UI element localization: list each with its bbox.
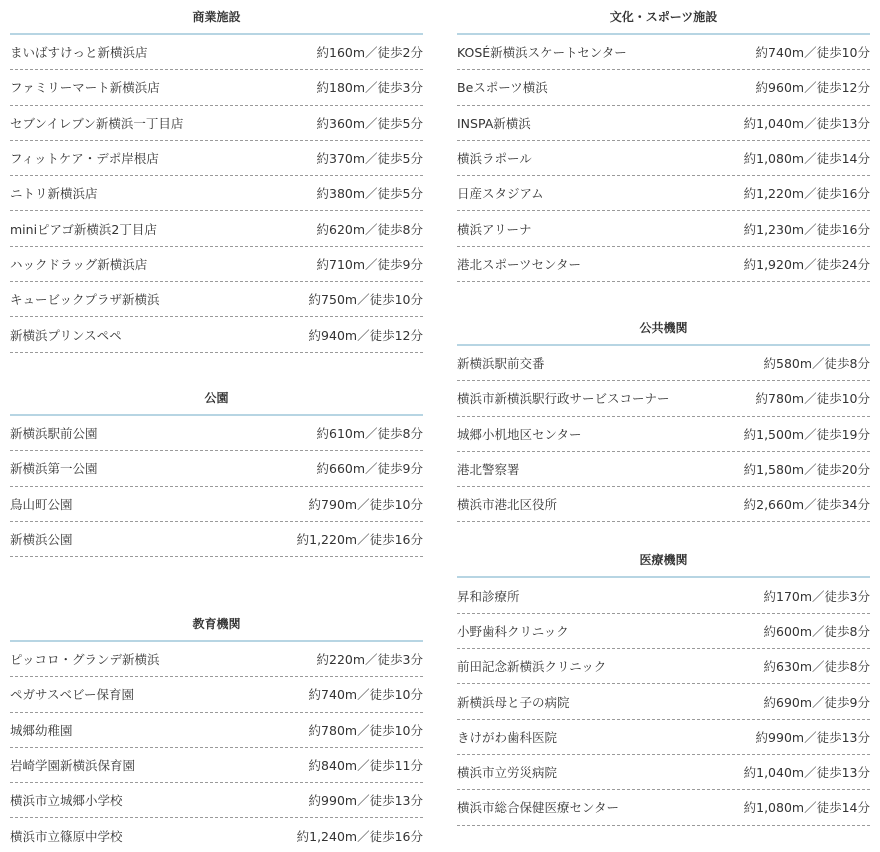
facility-distance: 約690m／徒歩9分: [763, 694, 870, 710]
facility-row: [10, 141, 423, 176]
facility-row: [457, 790, 870, 825]
facility-distance: 約160m／徒歩2分: [316, 45, 423, 61]
facility-name: 横浜アリーナ: [457, 221, 532, 237]
right-column: [457, 0, 870, 826]
section-education: [10, 607, 423, 852]
facility-name: 岩崎学園新横浜保育園: [10, 758, 136, 774]
facility-distance: 約940m／徒歩12分: [308, 327, 423, 343]
facility-distance: 約1,080m／徒歩14分: [743, 800, 870, 816]
facility-distance: 約780m／徒歩10分: [308, 722, 423, 738]
facility-row: [10, 677, 423, 712]
facility-distance: 約580m／徒歩8分: [763, 356, 870, 372]
facility-name: キュービックプラザ新横浜: [10, 292, 160, 308]
facility-row: [10, 282, 423, 317]
facility-distance: 約630m／徒歩8分: [763, 659, 870, 675]
facility-row: [10, 713, 423, 748]
facility-distance: 約1,040m／徒歩13分: [743, 115, 870, 131]
facility-name: 城郷幼稚園: [10, 722, 73, 738]
facility-row: [457, 35, 870, 70]
facility-distance: 約990m／徒歩13分: [755, 729, 870, 745]
facility-distance: 約1,920m／徒歩24分: [743, 256, 870, 272]
facility-name: 日産スタジアム: [457, 186, 544, 202]
facility-name: ペガサスベビー保育園: [10, 687, 135, 703]
section-culture: [457, 0, 870, 290]
facility-distance: 約1,080m／徒歩14分: [743, 151, 870, 167]
facility-distance: 約740m／徒歩10分: [755, 45, 870, 61]
facility-distance: 約220m／徒歩3分: [316, 652, 423, 668]
facility-name: 横浜市立労災病院: [457, 765, 558, 781]
facility-name: KOSÉ新横浜スケートセンター: [457, 45, 627, 61]
facility-name: 新横浜公園: [10, 532, 73, 548]
section-medical: [457, 543, 870, 825]
facility-row: [10, 35, 423, 70]
facility-row: [457, 141, 870, 176]
facility-row: [457, 70, 870, 105]
facility-name: 新横浜駅前交番: [457, 356, 545, 372]
facility-row: [457, 417, 870, 452]
section-title: 教育機関: [10, 607, 423, 642]
facility-distance: 約840m／徒歩11分: [308, 758, 423, 774]
facility-distance: 約180m／徒歩3分: [316, 80, 423, 96]
facility-row: [10, 176, 423, 211]
facility-distance: 約960m／徒歩12分: [755, 80, 870, 96]
section-title: 医療機関: [457, 543, 870, 578]
facility-distance: 約790m／徒歩10分: [308, 496, 423, 512]
facility-distance: 約780m／徒歩10分: [755, 391, 870, 407]
facility-row: [10, 70, 423, 105]
facility-distance: 約740m／徒歩10分: [308, 687, 423, 703]
facility-row: [10, 783, 423, 818]
facility-row: [10, 416, 423, 451]
facility-distance: 約2,660m／徒歩34分: [743, 497, 870, 513]
facility-distance: 約1,500m／徒歩19分: [743, 426, 870, 442]
section-public: [457, 311, 870, 522]
facility-distance: 約1,040m／徒歩13分: [743, 765, 870, 781]
facility-row: [457, 684, 870, 719]
section-parks: [10, 381, 423, 586]
facility-name: 城郷小机地区センター: [457, 426, 582, 442]
facility-name: 港北スポーツセンター: [457, 256, 582, 272]
facility-distance: 約990m／徒歩13分: [308, 793, 423, 809]
facility-name: フィットケア・デポ岸根店: [10, 151, 159, 167]
facility-name: 昇和診療所: [457, 588, 520, 604]
facility-row: [10, 106, 423, 141]
facility-distance: 約710m／徒歩9分: [316, 256, 423, 272]
facility-name: INSPA新横浜: [457, 115, 531, 131]
facility-name: 横浜市港北区役所: [457, 497, 558, 513]
facility-row: [457, 452, 870, 487]
facility-name: miniピアゴ新横浜2丁目店: [10, 221, 157, 237]
facility-row: [457, 649, 870, 684]
facility-name: 横浜市立城郷小学校: [10, 793, 123, 809]
facility-row: [457, 247, 870, 282]
facility-row: [457, 346, 870, 381]
facility-distance: 約1,580m／徒歩20分: [743, 462, 870, 478]
facility-distance: 約1,220m／徒歩16分: [296, 532, 423, 548]
facility-row: [10, 642, 423, 677]
facility-name: ハックドラッグ新横浜店: [10, 256, 148, 272]
facility-name: 新横浜母と子の病院: [457, 694, 570, 710]
facility-row: [457, 176, 870, 211]
facility-name: 小野歯科クリニック: [457, 623, 569, 639]
facility-row: [10, 522, 423, 557]
left-column: [10, 0, 423, 852]
facility-distance: 約1,220m／徒歩16分: [743, 186, 870, 202]
facility-row: [457, 106, 870, 141]
facility-distance: 約610m／徒歩8分: [316, 426, 423, 442]
section-commercial: [10, 0, 423, 360]
facility-name: まいばすけっと新横浜店: [10, 45, 148, 61]
facility-row: [457, 755, 870, 790]
facility-row: [10, 211, 423, 246]
facility-name: 横浜市総合保健医療センター: [457, 800, 620, 816]
facility-distance: 約1,230m／徒歩16分: [743, 221, 870, 237]
facility-row: [10, 317, 423, 352]
facility-row: [10, 247, 423, 282]
section-title: 公共機関: [457, 311, 870, 346]
facility-name: ピッコロ・グランデ新横浜: [10, 652, 160, 668]
facility-name: ファミリーマート新横浜店: [10, 80, 160, 96]
facility-row: [10, 487, 423, 522]
facility-distance: 約750m／徒歩10分: [308, 292, 423, 308]
facility-name: 鳥山町公園: [10, 496, 73, 512]
facility-distance: 約370m／徒歩5分: [316, 151, 423, 167]
facility-row: [457, 614, 870, 649]
facility-name: 新横浜第一公園: [10, 461, 98, 477]
section-title: 商業施設: [10, 0, 423, 35]
facility-name: 前田記念新横浜クリニック: [457, 659, 607, 675]
facility-name: Beスポーツ横浜: [457, 80, 548, 96]
facility-distance: 約1,240m／徒歩16分: [296, 828, 423, 844]
facility-row: [457, 487, 870, 522]
facility-distance: 約170m／徒歩3分: [763, 588, 870, 604]
facility-row: [10, 818, 423, 852]
facility-row: [10, 451, 423, 486]
facility-name: 新横浜プリンスペペ: [10, 327, 122, 343]
facility-distance: 約380m／徒歩5分: [316, 186, 423, 202]
facility-row: [457, 578, 870, 613]
facility-row: [457, 381, 870, 416]
facility-name: 新横浜駅前公園: [10, 426, 98, 442]
facility-distance: 約660m／徒歩9分: [316, 461, 423, 477]
facility-distance: 約600m／徒歩8分: [763, 623, 870, 639]
facility-name: ニトリ新横浜店: [10, 186, 98, 202]
facility-name: 横浜ラポール: [457, 151, 532, 167]
facility-name: 港北警察署: [457, 462, 520, 478]
facility-name: 横浜市新横浜駅行政サービスコーナー: [457, 391, 670, 407]
facility-row: [10, 748, 423, 783]
section-title: 文化・スポーツ施設: [457, 0, 870, 35]
section-title: 公園: [10, 381, 423, 416]
facility-distance: 約620m／徒歩8分: [316, 221, 423, 237]
facility-distance: 約360m／徒歩5分: [316, 115, 423, 131]
facility-row: [457, 720, 870, 755]
facility-row: [457, 211, 870, 246]
facility-name: セブンイレブン新横浜一丁目店: [10, 115, 184, 131]
facility-name: きけがわ歯科医院: [457, 729, 558, 745]
facility-name: 横浜市立篠原中学校: [10, 828, 123, 844]
